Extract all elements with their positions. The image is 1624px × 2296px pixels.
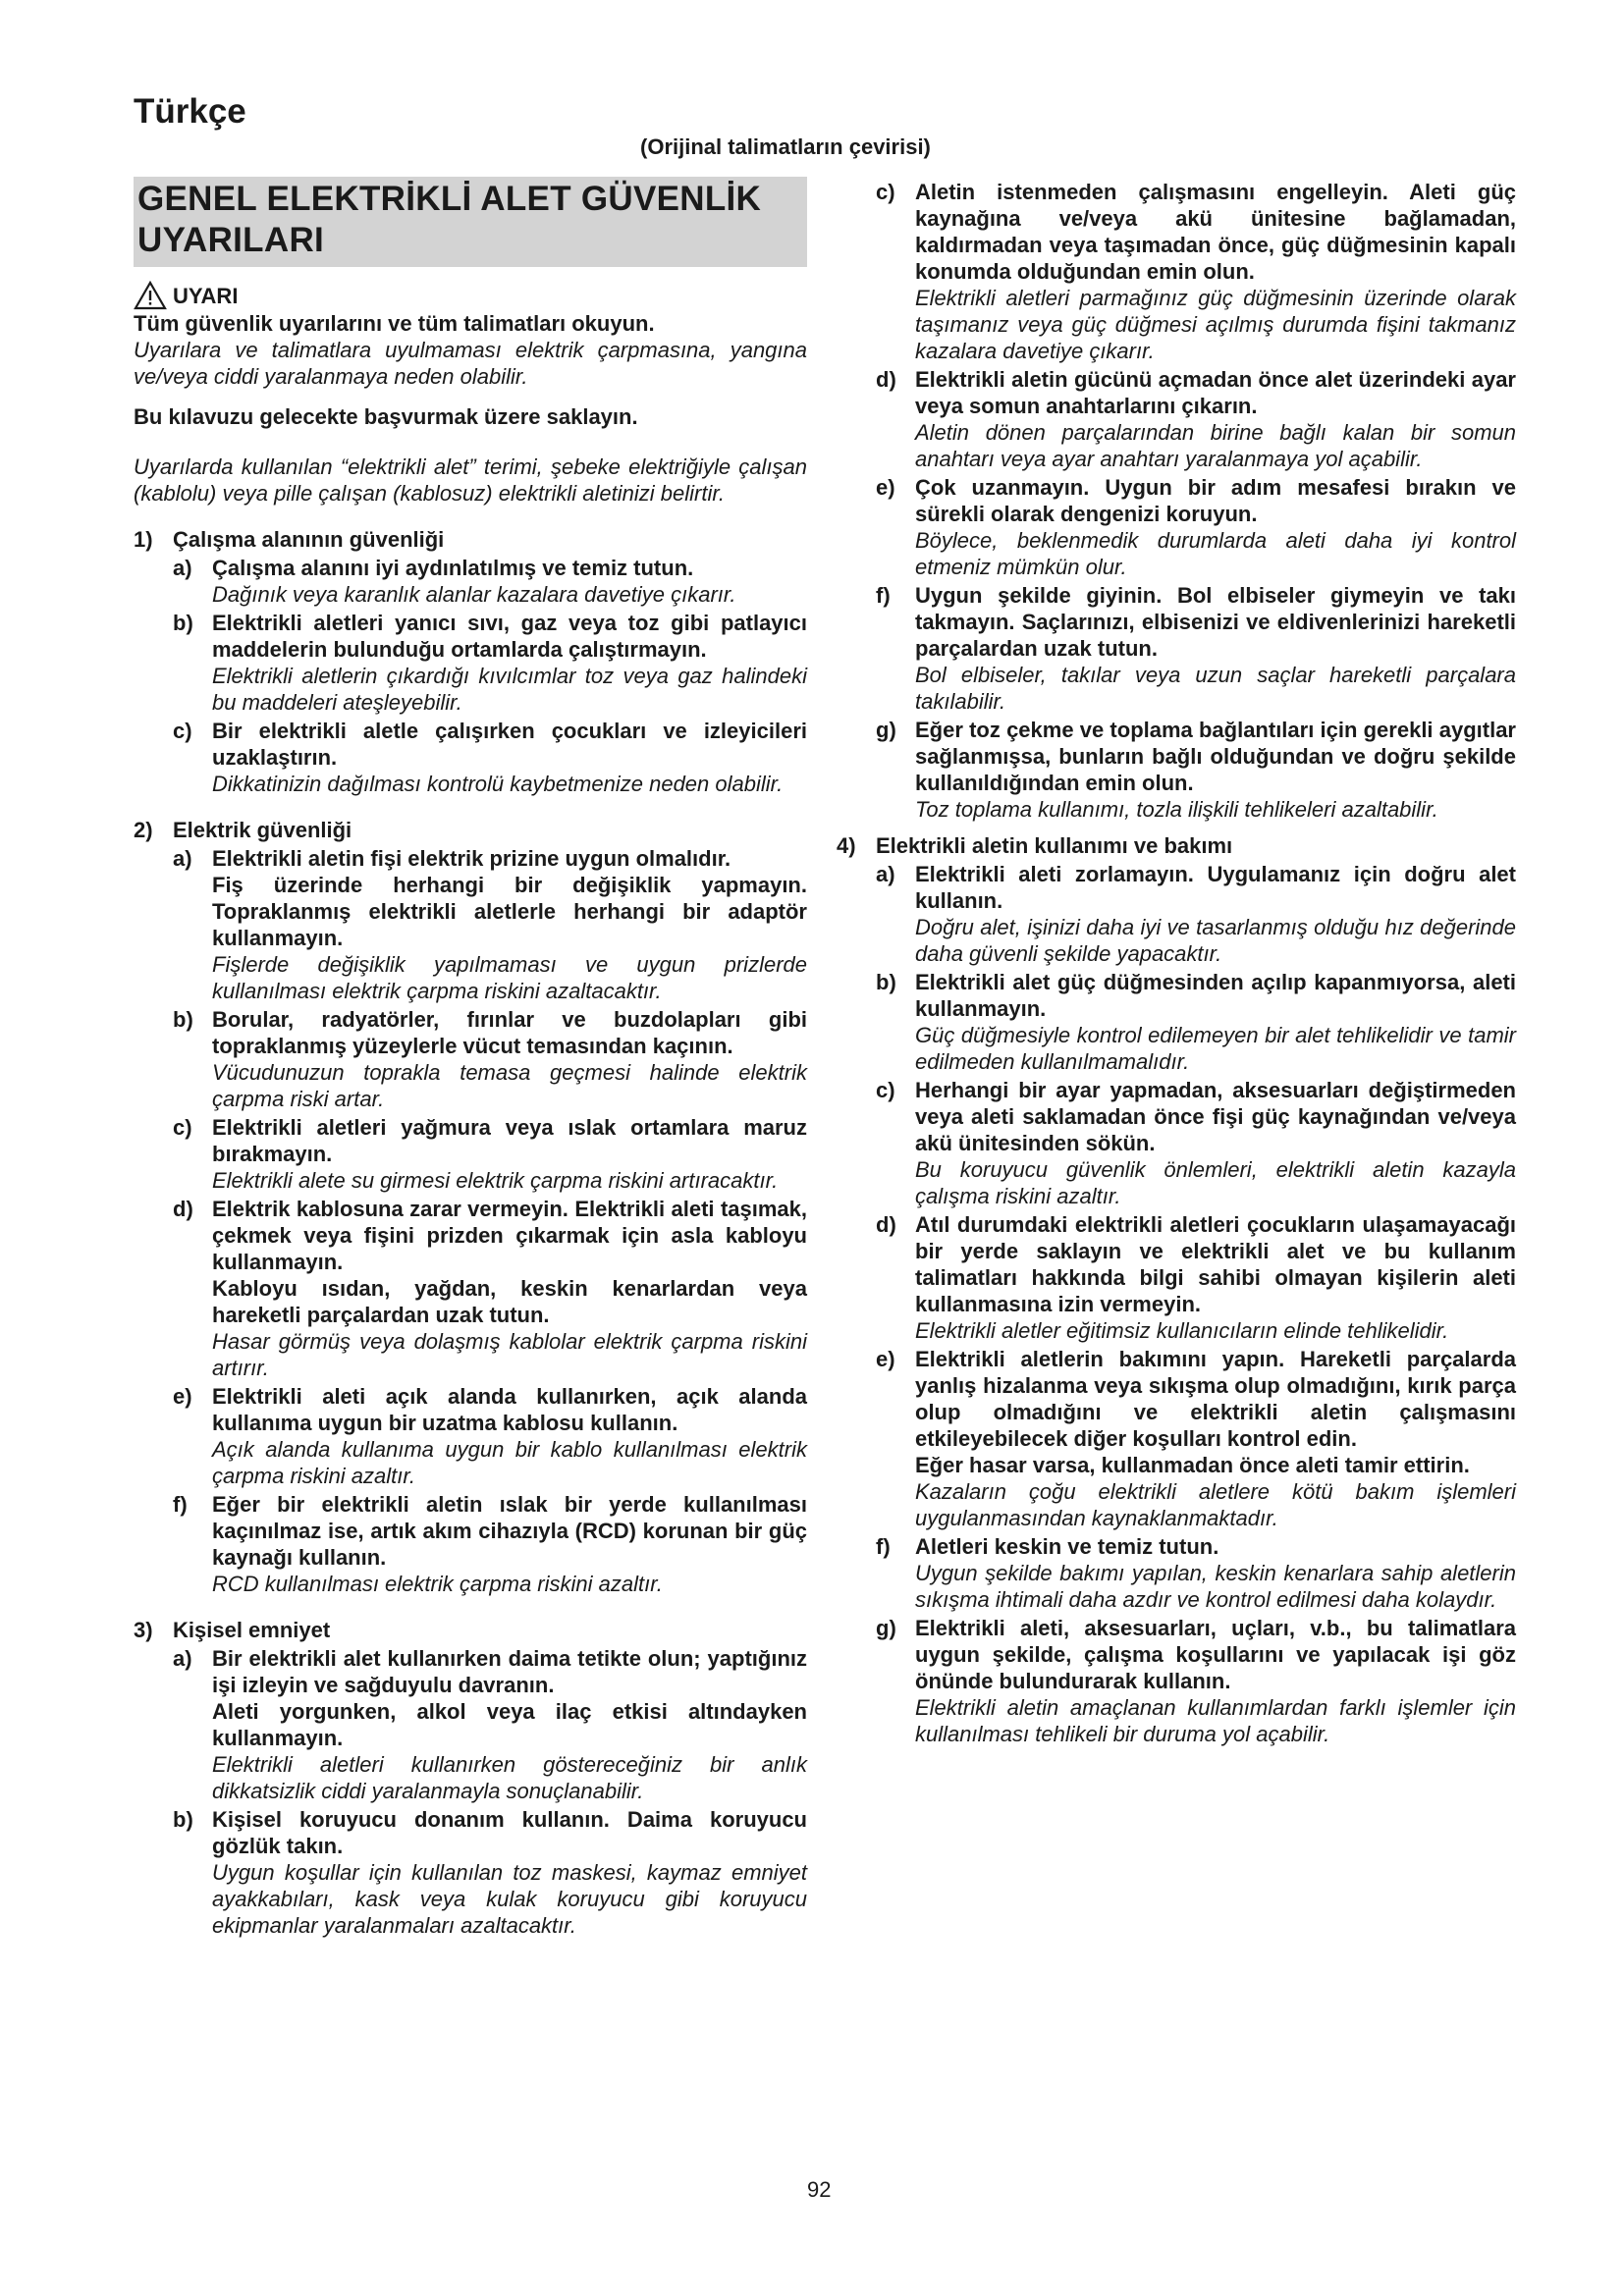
list-item: d) Elektrikli aletin gücünü açmadan önce alet üzerindeki ayar veya somun anahtarlarını çıkarın. Aletin dönen parçalarından birine bağlı kalan bir somun anahtarı veya ayar anahtarı yaralanmaya yol açabilir.: [876, 367, 1516, 471]
list-item: b) Kişisel koruyucu donanım kullanın. Daima koruyucu gözlük takın. Uygun koşullar için kullanılan toz maskesi, kaymaz emniyet ayakkabıları, kask veya kulak koruyucu gibi koruyucu ekipmanlar yaralanmaları azaltacaktır.: [173, 1807, 807, 1938]
warning-row: [134, 281, 807, 310]
page-title: GENEL ELEKTRİKLİ ALET GÜVENLİK UYARILARI: [134, 177, 807, 267]
list-item: g) Elektrikli aleti, aksesuarları, uçları, v.b., bu talimatlara uygun şekilde, çalışma koşullarını ve yapılacak işi göz önünde bulundurarak kullanın. Elektrikli aletin amaçlanan kullanımlardan farklı işlemler için kullanılması tehlikeli bir duruma yol açabilir.: [876, 1616, 1516, 1746]
language-heading: Türkçe: [134, 92, 246, 131]
section-heading: 1) Çalışma alanının güvenliği: [134, 527, 445, 552]
list-item: e) Elektrikli aletlerin bakımını yapın. Hareketli parçalarda yanlış hizalanma veya sıkışma olup olmadığını, kırık parça olup olmadığını ve elektrikli aletin çalışmasını etkileyebilecek diğer koşulları kontrol edin. Eğer hasar varsa, kullanmadan önce aleti tamir ettirin. Kazaların çoğu elektrikli aletlere kötü bakım işlemleri uygulanmasından kaynaklanmaktadır.: [876, 1347, 1516, 1530]
list-item: b) Borular, radyatörler, fırınlar ve buzdolapları gibi topraklanmış yüzeylerle vücut temasından kaçının. Vücudunuzun toprakla temasa geçmesi halinde elektrik çarpma riski artar.: [173, 1007, 807, 1111]
list-item: b) Elektrikli alet güç düğmesinden açılıp kapanmıyorsa, aleti kullanmayın. Güç düğmesiyle kontrol edilemeyen bir alet tehlikelidir ve tamir edilmeden kullanılmamalıdır.: [876, 970, 1516, 1074]
list-item: g) Eğer toz çekme ve toplama bağlantıları için gerekli aygıtlar sağlanmışsa, bunların bağlı olduğundan ve doğru şekilde kullanıldığından emin olun. Toz toplama kullanımı, tozla ilişkili tehlikeleri azaltabilir.: [876, 718, 1516, 822]
list-item: b) Elektrikli aletleri yanıcı sıvı, gaz veya toz gibi patlayıcı maddelerin bulunduğu ortamlarda çalıştırmayın. Elektrikli aletlerin çıkardığı kıvılcımlar toz veya gaz halindeki bu maddeleri ateşleyebilir.: [173, 611, 807, 715]
intro-keep-manual: Bu kılavuzu gelecekte başvurmak üzere saklayın.: [134, 404, 638, 429]
list-item: a) Elektrikli aletin fişi elektrik prizine uygun olmalıdır. Fiş üzerinde herhangi bir değişiklik yapmayın. Topraklanmış elektrikli aletlerle herhangi bir adaptör kullanmayın. Fişlerde değişiklik yapılmaması ve uygun prizlerde kullanılması elektrik çarpma riskini azaltacaktır.: [173, 846, 807, 1003]
list-item: e) Çok uzanmayın. Uygun bir adım mesafesi bırakın ve sürekli olarak dengenizi koruyun. Böylece, beklenmedik durumlarda aleti daha iyi kontrol etmeniz mümkün olur.: [876, 475, 1516, 579]
list-item: d) Atıl durumdaki elektrikli aletleri çocukların ulaşamayacağı bir yerde saklayın ve elektrikli alet ve bu kullanım talimatları hakkında bilgi sahibi olmayan kişilerin aleti kullanmasına izin vermeyin. Elektrikli aletler eğitimsiz kullanıcıların elinde tehlikelidir.: [876, 1212, 1516, 1343]
warning-label: UYARI: [173, 283, 239, 308]
list-item: f) Uygun şekilde giyinin. Bol elbiseler giymeyin ve takı takmayın. Saçlarınızı, elbisenizi ve eldivenlerinizi hareketli parçalardan uzak tutun. Bol elbiseler, takılar veya uzun saçlar hareketli parçalara takılabilir.: [876, 583, 1516, 714]
list-item: a) Bir elektrikli alet kullanırken daima tetikte olun; yaptığınız işi izleyin ve sağduyulu davranın. Aleti yorgunken, alkol veya ilaç etkisi altındayken kullanmayın. Elektrikli aletleri kullanırken göstereceğiniz bir anlık dikkatsizlik ciddi yaralanmayla sonuçlanabilir.: [173, 1646, 807, 1803]
section-heading: 4) Elektrikli aletin kullanımı ve bakımı: [837, 833, 1233, 858]
list-item: d) Elektrik kablosuna zarar vermeyin. Elektrikli aleti taşımak, çekmek veya fişini prizden çıkarmak için asla kabloyu kullanmayın. Kabloyu ısıdan, yağdan, keskin kenarlardan veya hareketli parçalardan uzak tutun. Hasar görmüş veya dolaşmış kablolar elektrik çarpma riskini artırır.: [173, 1197, 807, 1380]
left-column: [134, 177, 807, 1939]
list-item: c) Aletin istenmeden çalışmasını engelleyin. Aleti güç kaynağına ve/veya akü ünitesine bağlamadan, kaldırmadan veya taşımadan önce, güç düğmesinin kapalı konumda olduğundan emin olun. Elektrikli aletleri parmağınız güç düğmesinin üzerinde olarak taşımanız veya güç düğmesi açılmış durumda fişini takmanız kazalara davetiye çıkarır.: [876, 180, 1516, 363]
list-item: f) Eğer bir elektrikli aletin ıslak bir yerde kullanılması kaçınılmaz ise, artık akım cihazıyla (RCD) korunan bir güç kaynağı kullanın. RCD kullanılması elektrik çarpma riskini azaltır.: [173, 1492, 807, 1596]
section-heading: 3) Kişisel emniyet: [134, 1618, 331, 1642]
section-heading: 2) Elektrik güvenliği: [134, 818, 352, 842]
list-item: c) Bir elektrikli aletle çalışırken çocukları ve izleyicileri uzaklaştırın. Dikkatinizin dağılması kontrolü kaybetmenize neden olabilir.: [173, 719, 807, 796]
list-item: c) Elektrikli aletleri yağmura veya ıslak ortamlara maruz bırakmayın. Elektrikli alete su girmesi elektrik çarpma riskini artıracaktır.: [173, 1115, 807, 1193]
list-item: c) Herhangi bir ayar yapmadan, aksesuarları değiştirmeden veya aleti saklamadan önce fişi güç kaynağından ve/veya akü ünitesinden sökün. Bu koruyucu güvenlik önlemleri, elektrikli aletin kazayla çalışma riskini azaltır.: [876, 1078, 1516, 1208]
page-number: 92: [807, 2177, 832, 2202]
intro-term-definition: Uyarılarda kullanılan “elektrikli alet” terimi, şebeke elektriğiyle çalışan (kablolu) veya pille çalışan (kablosuz) elektrikli aletinizi belirtir.: [134, 454, 807, 506]
intro-read-all: Tüm güvenlik uyarılarını ve tüm talimatları okuyun.: [134, 311, 655, 336]
list-item: a) Elektrikli aleti zorlamayın. Uygulamanız için doğru alet kullanın. Doğru alet, işinizi daha iyi ve tasarlanmış olduğu hız değerinde daha güvenli şekilde yapacaktır.: [876, 862, 1516, 966]
list-item: e) Elektrikli aleti açık alanda kullanırken, açık alanda kullanıma uygun bir uzatma kablosu kullanın. Açık alanda kullanıma uygun bir kablo kullanılması elektrik çarpma riskini azaltır.: [173, 1384, 807, 1488]
intro-consequence: Uyarılara ve talimatlara uyulmaması elektrik çarpmasına, yangına ve/veya ciddi yaralanmaya neden olabilir.: [134, 338, 807, 389]
warning-triangle-icon: [134, 281, 167, 310]
list-item: a) Çalışma alanını iyi aydınlatılmış ve temiz tutun. Dağınık veya karanlık alanlar kazalara davetiye çıkarır.: [173, 556, 736, 607]
list-item: f) Aletleri keskin ve temiz tutun. Uygun şekilde bakımı yapılan, keskin kenarlara sahip aletlerin sıkışma ihtimali daha azdır ve kontrol edilmesi daha kolaydır.: [876, 1534, 1516, 1612]
translation-note: (Orijinal talimatların çevirisi): [640, 134, 931, 159]
right-column: [837, 177, 1516, 1747]
